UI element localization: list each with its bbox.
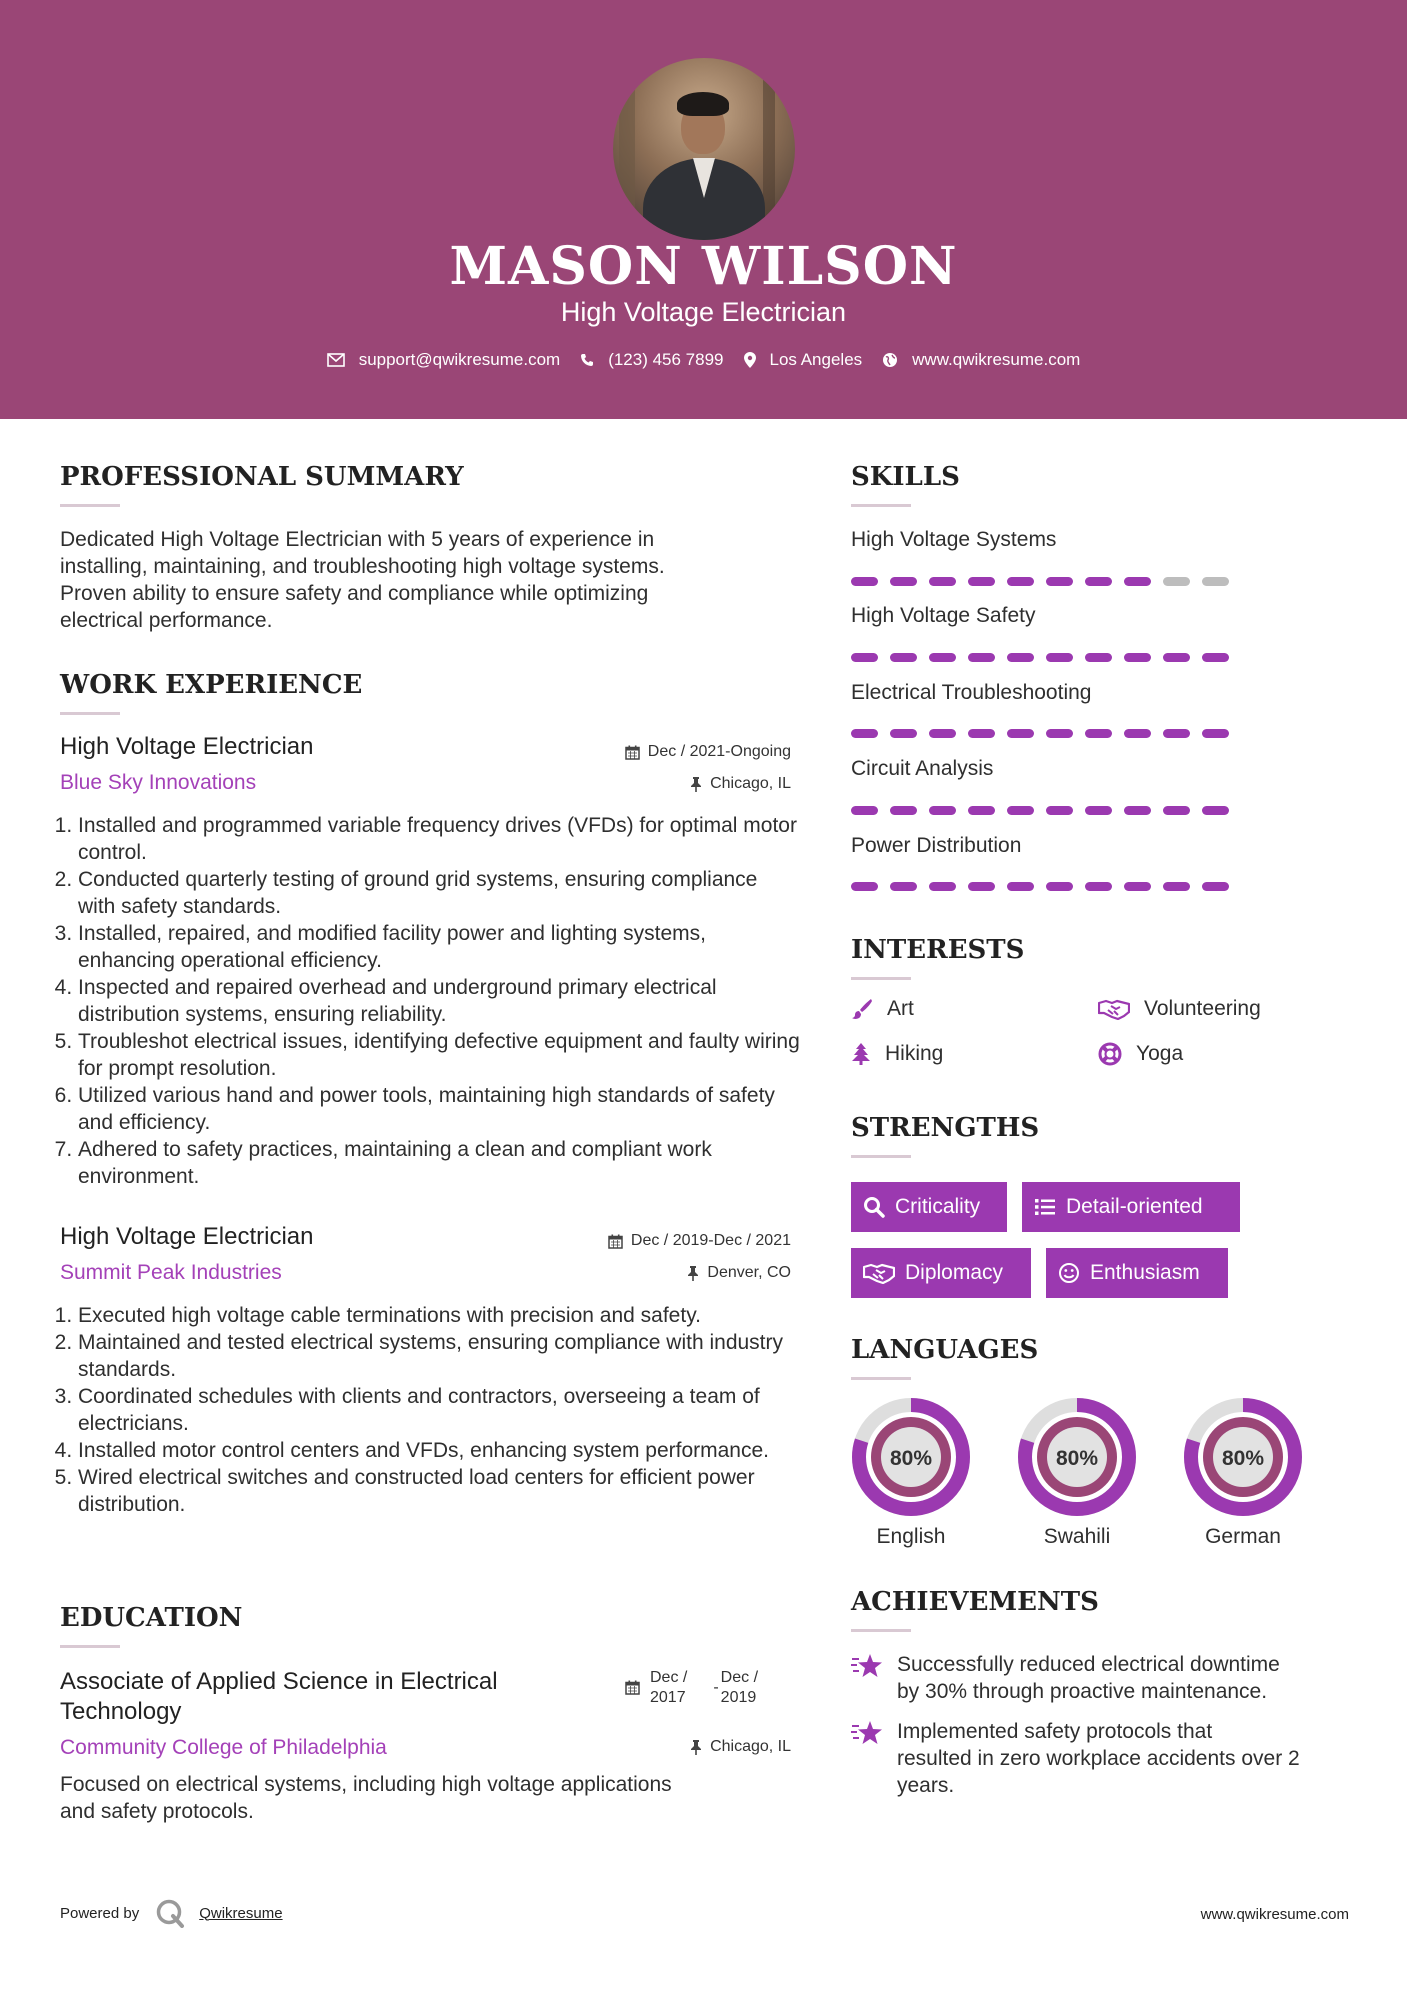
- interest-label: Volunteering: [1144, 997, 1261, 1020]
- skill-name: High Voltage Safety: [851, 604, 1036, 627]
- language-percent: 80%: [1221, 1447, 1265, 1470]
- strength-badge: [851, 1248, 1031, 1298]
- footer-powered-by: [60, 1898, 283, 1928]
- end-date: [721, 1668, 758, 1708]
- strength-label: Diplomacy: [905, 1261, 1004, 1284]
- list-icon: [1034, 1197, 1056, 1217]
- skill-dash: [851, 806, 878, 815]
- interests-heading: INTERESTS: [851, 935, 1025, 965]
- pushpin-icon: [690, 1740, 702, 1755]
- end-month: Dec /: [720, 1669, 759, 1686]
- smile-icon: [1058, 1262, 1080, 1284]
- bullet-item: 1. Installed and programmed variable frequency drives (VFDs) for optimal motor control.: [78, 812, 800, 866]
- interest-item: [851, 997, 914, 1021]
- calendar-icon: [625, 1680, 640, 1695]
- language-item: [1016, 1396, 1138, 1549]
- skill-dash: [1163, 577, 1190, 586]
- skill-dash: [1085, 806, 1112, 815]
- powered-by-text: Powered by: [60, 1904, 140, 1922]
- strength-badge: [1046, 1248, 1228, 1298]
- achievement-text: [897, 1651, 1280, 1705]
- job-dates: [560, 743, 791, 761]
- skill-dash: [1163, 653, 1190, 662]
- skill-dash: [1124, 729, 1151, 738]
- language-name: Swahili: [1043, 1525, 1111, 1548]
- job-bullets: [60, 812, 800, 1190]
- achievement-item: [851, 1651, 1361, 1705]
- achievement-item: [851, 1718, 1361, 1799]
- skill-dash: [1046, 653, 1073, 662]
- contact-website[interactable]: [882, 350, 1080, 370]
- skills-underline: [851, 504, 911, 507]
- skill-bar: [851, 577, 1241, 586]
- interest-label: Art: [887, 997, 914, 1020]
- skills-heading: SKILLS: [851, 462, 960, 492]
- award-star-icon: [851, 1653, 883, 1679]
- skill-dash: [929, 653, 956, 662]
- achievement-line: resulted in zero workplace accidents over 2: [897, 1747, 1300, 1770]
- language-percent: 80%: [889, 1447, 933, 1470]
- contact-bar: [0, 350, 1407, 370]
- strength-label: Enthusiasm: [1090, 1261, 1200, 1284]
- globe-icon: [882, 352, 898, 368]
- contact-phone[interactable]: [580, 350, 723, 370]
- skill-dash: [1163, 806, 1190, 815]
- skill-dash: [1085, 577, 1112, 586]
- brand-link[interactable]: Qwikresume: [199, 1904, 283, 1922]
- skill-name: Circuit Analysis: [851, 757, 994, 780]
- phone-text: (123) 456 7899: [608, 350, 724, 369]
- skill-name: Electrical Troubleshooting: [851, 681, 1092, 704]
- skill-dash: [929, 806, 956, 815]
- tree-icon: [851, 1043, 871, 1065]
- strength-badge: [851, 1182, 1007, 1232]
- skill-dash: [1007, 882, 1034, 891]
- end-year: 2019: [720, 1689, 757, 1706]
- skill-dash: [1124, 653, 1151, 662]
- lifering-icon: [1098, 1042, 1122, 1066]
- skill-dash: [851, 729, 878, 738]
- language-ring: [850, 1396, 972, 1518]
- skill-dash: [1124, 577, 1151, 586]
- envelope-icon: [327, 353, 345, 367]
- profile-photo: [613, 58, 795, 240]
- skill-bar: [851, 806, 1241, 815]
- achievement-text: [897, 1718, 1300, 1799]
- skill-dash: [968, 577, 995, 586]
- job-dates-text: Dec / 2019-Dec / 2021: [630, 1232, 791, 1249]
- handshake-icon: [863, 1262, 895, 1284]
- skill-dash: [1202, 729, 1229, 738]
- bullet-item: 4. Inspected and repaired overhead and underground primary electrical distribution systems, ensuring reliability.: [78, 974, 800, 1028]
- degree-title: [60, 1667, 620, 1727]
- skill-dash: [929, 882, 956, 891]
- description-line: and safety protocols.: [60, 1800, 254, 1823]
- skill-dash: [1046, 729, 1073, 738]
- start-month: Dec /: [650, 1669, 688, 1686]
- job-dates-text: Dec / 2021-Ongoing: [647, 743, 791, 760]
- skill-name: High Voltage Systems: [851, 528, 1057, 551]
- skill-dash: [851, 653, 878, 662]
- summary-line: Dedicated High Voltage Electrician with 5 years of experience in: [60, 528, 655, 551]
- calendar-icon: [625, 745, 640, 760]
- education-dates: [625, 1668, 758, 1708]
- job-location: [560, 1264, 791, 1282]
- education-underline: [60, 1645, 120, 1648]
- achievement-line: Implemented safety protocols that: [897, 1720, 1213, 1743]
- skill-dash: [968, 729, 995, 738]
- summary-heading: PROFESSIONAL SUMMARY: [60, 462, 464, 492]
- achievement-line: by 30% through proactive maintenance.: [897, 1680, 1268, 1703]
- website-text: www.qwikresume.com: [912, 350, 1081, 369]
- summary-line: Proven ability to ensure safety and compliance while optimizing: [60, 582, 649, 605]
- date-dash: -: [713, 1679, 719, 1696]
- calendar-icon: [608, 1234, 623, 1249]
- achievement-line: Successfully reduced electrical downtime: [897, 1653, 1280, 1676]
- skill-dash: [851, 577, 878, 586]
- location-text: Los Angeles: [769, 350, 863, 369]
- job-title: High Voltage Electrician: [60, 1223, 314, 1250]
- degree-line: Technology: [60, 1698, 182, 1725]
- skill-dash: [1046, 806, 1073, 815]
- search-icon: [863, 1196, 885, 1218]
- education-heading: EDUCATION: [60, 1603, 243, 1633]
- skill-dash: [1007, 577, 1034, 586]
- pushpin-icon: [690, 777, 702, 792]
- skill-dash: [1007, 729, 1034, 738]
- job-title: High Voltage Electrician: [60, 733, 314, 760]
- experience-heading: WORK EXPERIENCE: [60, 670, 363, 700]
- bullet-item: 2. Conducted quarterly testing of ground grid systems, ensuring compliance with safety standards.: [78, 866, 800, 920]
- resume-header: [0, 0, 1407, 419]
- bullet-item: 3. Coordinated schedules with clients and contractors, overseeing a team of electricians.: [78, 1383, 800, 1437]
- skill-dash: [1007, 806, 1034, 815]
- language-percent: 80%: [1055, 1447, 1099, 1470]
- skill-dash: [929, 729, 956, 738]
- summary-underline: [60, 504, 120, 507]
- summary-line: electrical performance.: [60, 609, 273, 632]
- skill-dash: [968, 806, 995, 815]
- job-location: [560, 775, 791, 793]
- bullet-item: 5. Wired electrical switches and constructed load centers for efficient power distribution.: [78, 1464, 800, 1518]
- language-name: German: [1205, 1525, 1281, 1548]
- skill-dash: [1202, 882, 1229, 891]
- strength-badge: [1022, 1182, 1240, 1232]
- bullet-item: 4. Installed motor control centers and VFDs, enhancing system performance.: [78, 1437, 800, 1464]
- handshake-icon: [1098, 998, 1130, 1020]
- email-text: support@qwikresume.com: [358, 350, 561, 369]
- skill-dash: [1046, 577, 1073, 586]
- education-location: [560, 1738, 791, 1756]
- skill-dash: [1124, 882, 1151, 891]
- bullet-item: 7. Adhered to safety practices, maintaining a clean and compliant work environment.: [78, 1136, 800, 1190]
- skill-dash: [890, 577, 917, 586]
- job-location-text: Denver, CO: [707, 1264, 791, 1281]
- description-line: Focused on electrical systems, including high voltage applications: [60, 1773, 672, 1796]
- skill-dash: [890, 882, 917, 891]
- experience-underline: [60, 712, 120, 715]
- award-star-icon: [851, 1720, 883, 1746]
- strengths-heading: STRENGTHS: [851, 1113, 1040, 1143]
- language-name: English: [876, 1525, 946, 1548]
- start-year: 2017: [650, 1689, 686, 1706]
- achievements-underline: [851, 1629, 911, 1632]
- qwikresume-logo-icon: [155, 1898, 185, 1928]
- contact-email[interactable]: [327, 350, 561, 370]
- education-description: [60, 1771, 800, 1825]
- job-bullets: [60, 1302, 800, 1518]
- skill-dash: [1202, 653, 1229, 662]
- degree-line: Associate of Applied Science in Electrical: [60, 1668, 498, 1695]
- strength-label: Detail-oriented: [1066, 1195, 1203, 1218]
- summary-text: [60, 526, 800, 634]
- bullet-item: 3. Installed, repaired, and modified facility power and lighting systems, enhancing operational efficiency.: [78, 920, 800, 974]
- skill-bar: [851, 882, 1241, 891]
- company-name: Summit Peak Industries: [60, 1261, 282, 1284]
- candidate-name: MASON WILSON: [449, 236, 958, 297]
- language-item: [1182, 1396, 1304, 1549]
- interests-underline: [851, 977, 911, 980]
- skill-dash: [929, 577, 956, 586]
- phone-icon: [580, 353, 594, 367]
- summary-line: installing, maintaining, and troubleshooting high voltage systems.: [60, 555, 665, 578]
- education-location-text: Chicago, IL: [710, 1738, 791, 1755]
- skill-dash: [1046, 882, 1073, 891]
- language-item: [850, 1396, 972, 1549]
- interest-label: Yoga: [1136, 1042, 1184, 1065]
- languages-heading: LANGUAGES: [851, 1335, 1039, 1365]
- job-dates: [560, 1232, 791, 1250]
- skill-bar: [851, 653, 1241, 662]
- footer-website[interactable]: www.qwikresume.com: [1200, 1906, 1349, 1923]
- skill-dash: [1163, 729, 1190, 738]
- candidate-title: High Voltage Electrician: [560, 297, 847, 327]
- language-ring: [1016, 1396, 1138, 1518]
- interest-item: [1098, 997, 1261, 1021]
- map-marker-icon: [744, 352, 756, 368]
- interest-label: Hiking: [885, 1042, 944, 1065]
- pushpin-icon: [687, 1266, 699, 1281]
- language-ring: [1182, 1396, 1304, 1518]
- school-name: Community College of Philadelphia: [60, 1736, 387, 1759]
- skill-dash: [890, 729, 917, 738]
- skill-bar: [851, 729, 1241, 738]
- achievements-heading: ACHIEVEMENTS: [851, 1587, 1099, 1617]
- contact-location: [744, 350, 863, 370]
- skill-dash: [1085, 729, 1112, 738]
- start-date: [650, 1668, 687, 1708]
- languages-underline: [851, 1377, 911, 1380]
- skill-dash: [851, 882, 878, 891]
- skill-dash: [1085, 653, 1112, 662]
- skill-dash: [890, 653, 917, 662]
- interest-item: [851, 1042, 943, 1066]
- skill-dash: [1085, 882, 1112, 891]
- skill-name: Power Distribution: [851, 834, 1022, 857]
- skill-dash: [968, 882, 995, 891]
- skill-dash: [1124, 806, 1151, 815]
- paintbrush-icon: [851, 998, 873, 1020]
- skill-dash: [968, 653, 995, 662]
- skill-dash: [1007, 653, 1034, 662]
- skill-dash: [1202, 806, 1229, 815]
- strengths-underline: [851, 1155, 911, 1158]
- strength-label: Criticality: [895, 1195, 981, 1218]
- bullet-item: 1. Executed high voltage cable terminations with precision and safety.: [78, 1302, 800, 1329]
- skill-dash: [1163, 882, 1190, 891]
- interest-item: [1098, 1042, 1183, 1066]
- bullet-item: 5. Troubleshot electrical issues, identifying defective equipment and faulty wiring for prompt resolution.: [78, 1028, 800, 1082]
- company-name: Blue Sky Innovations: [60, 771, 257, 794]
- skill-dash: [890, 806, 917, 815]
- bullet-item: 2. Maintained and tested electrical systems, ensuring compliance with industry standards.: [78, 1329, 800, 1383]
- achievement-line: years.: [897, 1774, 955, 1797]
- skill-dash: [1202, 577, 1229, 586]
- bullet-item: 6. Utilized various hand and power tools, maintaining high standards of safety and efficiency.: [78, 1082, 800, 1136]
- job-location-text: Chicago, IL: [710, 775, 791, 792]
